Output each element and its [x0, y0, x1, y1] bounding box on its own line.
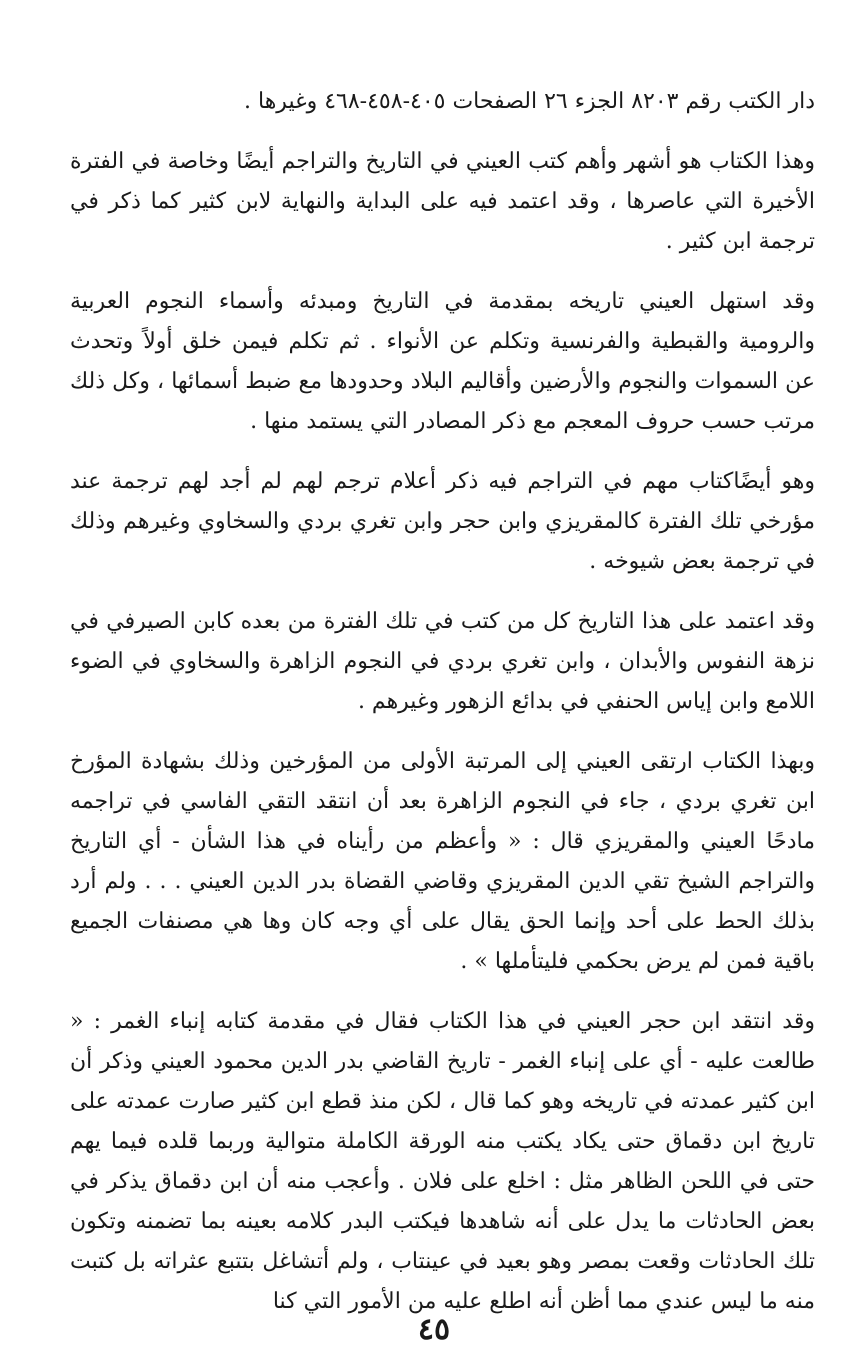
page-body: [70, 82, 815, 1322]
paragraph-ibn-taghri-birdi-testimony: وبهذا الكتاب ارتقى العيني إلى المرتبة الأولى من المؤرخين وذلك بشهادة المؤرخ ابن تغري بردي ، جاء في النجوم الزاهرة بعد أن انتقد التقي الفاسي في تراجمه مادحًا العيني والمقريزي قال : « وأعظم من رأيناه في هذا الشأن - أي التاريخ والتراجم الشيخ تقي الدين المقريزي وقاضي القضاة بدر الدين العيني . . . ولم أرد بذلك الحط على أحد وإنما الحق يقال على أي وجه كان وها هي مصنفات الجميع باقية فمن لم يرض بحكمي فليتأملها » .: [70, 749, 815, 974]
paragraph-later-historians: وقد اعتمد على هذا التاريخ كل من كتب في تلك الفترة من بعده كابن الصيرفي في نزهة النفوس والأبدان ، وابن تغري بردي في النجوم الزاهرة والسخاوي في الضوء اللامع وابن إياس الحنفي في بدائع الزهور وغيرهم .: [70, 609, 815, 714]
paragraph-ibn-hajar-critique: وقد انتقد ابن حجر العيني في هذا الكتاب فقال في مقدمة كتابه إنباء الغمر : « طالعت عليه - أي على إنباء الغمر - تاريخ القاضي بدر الدين محمود العيني وذكر أن ابن كثير عمدته في تاريخه وهو كما قال ، لكن منذ قطع ابن كثير صارت عمدته على تاريخ ابن دقماق حتى يكاد يكتب منه الورقة الكاملة متوالية وربما قلده فيما يهم حتى في اللحن الظاهر مثل : اخلع على فلان . وأعجب منه أن ابن دقماق يذكر في بعض الحادثات ما يدل على أنه شاهدها فيكتب البدر كلامه بعينه بما تضمنه وتكون تلك الحادثات وقعت بمصر وهو بعيد في عينتاب ، ولم أتشاغل بتتبع عثراته بل كتبت منه ما ليس عندي مما أظن أنه اطلع عليه من الأمور التي كنا: [70, 1009, 815, 1314]
paragraph-book-importance: وهذا الكتاب هو أشهر وأهم كتب العيني في التاريخ والتراجم أيضًا وخاصة في الفترة الأخيرة التي عاصرها ، وقد اعتمد فيه على البداية والنهاية لابن كثير كما ذكر في ترجمة ابن كثير .: [70, 149, 815, 254]
page-number: ٤٥: [417, 1312, 451, 1347]
paragraph-biographies: وهو أيضًاكتاب مهم في التراجم فيه ذكر أعلام ترجم لهم لم أجد لهم ترجمة عند مؤرخي تلك الفترة كالمقريزي وابن حجر وابن تغري بردي والسخاوي وغيرهم وذلك في ترجمة بعض شيوخه .: [70, 469, 815, 574]
paragraph-manuscript-reference: دار الكتب رقم ٨٢٠٣ الجزء ٢٦ الصفحات ٤٠٥-٤٥٨-٤٦٨ وغيرها .: [244, 89, 815, 114]
paragraph-history-introduction: وقد استهل العيني تاريخه بمقدمة في التاريخ ومبدئه وأسماء النجوم العربية والرومية والقبطية والفرنسية وتكلم عن الأنواء . ثم تكلم فيمن خلق أولاً وتحدث عن السموات والنجوم والأرضين وأقاليم البلاد وحدودها مع ضبط أسمائها ، وكل ذلك مرتب حسب حروف المعجم مع ذكر المصادر التي يستمد منها .: [70, 289, 815, 434]
